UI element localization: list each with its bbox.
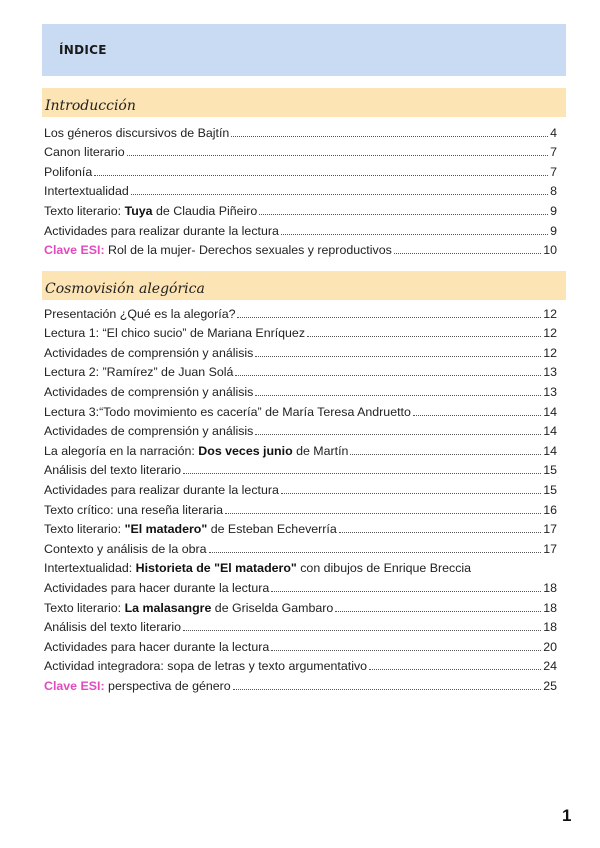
toc-entry-text: perspectiva de género xyxy=(104,678,231,693)
toc-entry-title xyxy=(44,542,207,557)
toc-entry-title xyxy=(44,503,223,518)
toc-entry-author: con dibujos de Enrique Breccia xyxy=(296,561,472,576)
toc-entry[interactable] xyxy=(44,655,557,675)
dot-leader xyxy=(131,194,548,195)
toc-entry-text: Actividades de comprensión y análisis xyxy=(44,384,254,399)
dot-leader xyxy=(237,317,541,318)
toc-entry[interactable] xyxy=(44,121,557,141)
dot-leader xyxy=(339,532,541,533)
toc-entry-text: Actividades para hacer durante la lectura xyxy=(44,639,270,654)
dot-leader xyxy=(413,415,541,416)
toc-entry-text: Canon literario xyxy=(44,145,125,160)
toc-entry[interactable] xyxy=(44,160,557,180)
toc-entry[interactable] xyxy=(44,199,557,219)
toc-entry-title xyxy=(44,424,253,439)
toc-entry-text: Lectura 2: ”Ramírez” de Juan Solá xyxy=(44,365,234,380)
toc-page-number: 15 xyxy=(543,463,557,478)
toc-page-number: 16 xyxy=(543,502,557,517)
toc-page-number: 13 xyxy=(543,384,557,399)
toc-entry-text: Rol de la mujer- Derechos sexuales y reproductivos xyxy=(104,243,392,258)
work-title: Historieta de "El matadero" xyxy=(135,561,297,576)
dot-leader xyxy=(235,375,541,376)
toc-entry-title xyxy=(44,365,233,380)
page-number: 1 xyxy=(562,806,572,825)
dot-leader xyxy=(225,513,541,514)
toc-entry[interactable] xyxy=(44,576,557,596)
toc-page-number: 17 xyxy=(543,541,557,556)
toc-entry-title xyxy=(44,561,471,576)
toc-entry-title xyxy=(44,385,253,400)
toc-entry[interactable] xyxy=(44,616,557,636)
toc-entry-text: Actividades para realizar durante la lectura xyxy=(44,482,279,497)
toc-entry-author: de Martín xyxy=(292,443,349,458)
toc-entry-title xyxy=(44,522,337,537)
dot-leader xyxy=(259,214,548,215)
toc-entry[interactable] xyxy=(44,537,557,557)
index-header xyxy=(42,24,566,76)
toc-entry-title xyxy=(44,444,348,459)
dot-leader xyxy=(231,136,548,137)
toc-page-number: 12 xyxy=(543,326,557,341)
toc-entry-text: Texto literario: xyxy=(44,600,125,615)
toc-entry-title xyxy=(44,463,181,478)
toc-entry-author: de Griselda Gambaro xyxy=(211,600,334,615)
toc-entry[interactable] xyxy=(44,518,557,538)
dot-leader xyxy=(350,454,541,455)
toc-page-number: 12 xyxy=(543,345,557,360)
dot-leader xyxy=(255,434,541,435)
toc-entry-text: Actividades de comprensión y análisis xyxy=(44,424,254,439)
toc-entry-author: de Claudia Piñeiro xyxy=(152,203,258,218)
toc-entry-title xyxy=(44,601,333,616)
toc-entry-text: Actividad integradora: sopa de letras y texto argumentativo xyxy=(44,659,368,674)
toc-entry-author: de Esteban Echeverría xyxy=(207,522,337,537)
toc-entry[interactable] xyxy=(44,498,557,518)
toc-entry-text: Intertextualidad xyxy=(44,184,129,199)
toc-entry-title xyxy=(44,307,235,322)
toc-entry[interactable] xyxy=(44,141,557,161)
toc-entry-title xyxy=(44,346,253,361)
toc-page-number: 20 xyxy=(543,639,557,654)
toc-entry-title xyxy=(44,581,269,596)
toc-entry[interactable] xyxy=(44,239,557,259)
toc-entry-title xyxy=(44,126,229,141)
toc-entry[interactable] xyxy=(44,361,557,381)
toc-entry[interactable] xyxy=(44,420,557,440)
toc-entry[interactable] xyxy=(44,478,557,498)
toc-entry[interactable] xyxy=(44,674,557,694)
toc-entry-text: Lectura 3:“Todo movimiento es cacería” de María Teresa Andruetto xyxy=(44,404,411,419)
section-heading-cosmovision xyxy=(42,271,566,300)
toc-entry[interactable] xyxy=(44,341,557,361)
work-title: Dos veces junio xyxy=(198,443,293,458)
dot-leader xyxy=(307,336,541,337)
toc-list-cosmovision xyxy=(44,302,557,694)
toc-page-number: 17 xyxy=(543,522,557,537)
toc-entry-title xyxy=(44,620,181,635)
toc-entry-text: Contexto y análisis de la obra xyxy=(44,541,207,556)
toc-entry-text: Análisis del texto literario xyxy=(44,463,182,478)
dot-leader xyxy=(183,630,541,631)
toc-page-number: 8 xyxy=(550,184,557,199)
toc-entry-text: Texto crítico: una reseña literaria xyxy=(44,502,224,517)
toc-page-number: 12 xyxy=(543,306,557,321)
toc-page-number: 4 xyxy=(550,125,557,140)
toc-entry-title xyxy=(44,326,305,341)
toc-entry-title xyxy=(44,145,125,160)
dot-leader xyxy=(271,591,541,592)
toc-page-number: 14 xyxy=(543,424,557,439)
toc-entry-text: Actividades para realizar durante la lectura xyxy=(44,223,279,238)
dot-leader xyxy=(281,234,548,235)
toc-entry-title xyxy=(44,165,92,180)
toc-entry[interactable] xyxy=(44,596,557,616)
toc-page-number: 15 xyxy=(543,482,557,497)
toc-page-number: 7 xyxy=(550,164,557,179)
toc-page-number: 18 xyxy=(543,620,557,635)
toc-entry[interactable] xyxy=(44,219,557,239)
dot-leader xyxy=(335,611,541,612)
toc-entry[interactable] xyxy=(44,459,557,479)
toc-entry[interactable] xyxy=(44,557,557,577)
toc-entry[interactable] xyxy=(44,380,557,400)
toc-entry[interactable] xyxy=(44,302,557,322)
section-title: Introducción xyxy=(45,98,136,114)
dot-leader xyxy=(394,253,541,254)
toc-entry[interactable] xyxy=(44,400,557,420)
dot-leader xyxy=(369,669,541,670)
toc-entry-text: Texto literario: xyxy=(44,522,125,537)
toc-entry[interactable] xyxy=(44,439,557,459)
toc-entry-title xyxy=(44,224,279,239)
toc-list-introduccion xyxy=(44,121,557,258)
toc-entry-text: Intertextualidad: xyxy=(44,561,136,576)
toc-entry-title xyxy=(44,243,392,258)
toc-entry-title xyxy=(44,405,411,420)
work-title: "El matadero" xyxy=(124,522,208,537)
toc-entry-text: Texto literario: xyxy=(44,203,125,218)
dot-leader xyxy=(271,650,541,651)
toc-entry-title xyxy=(44,679,231,694)
toc-entry-title xyxy=(44,184,129,199)
toc-entry-text: Análisis del texto literario xyxy=(44,620,182,635)
toc-page-number: 14 xyxy=(543,443,557,458)
toc-page-number: 7 xyxy=(550,145,557,160)
toc-entry-text: Polifonía xyxy=(44,164,93,179)
clave-esi-label: Clave ESI: xyxy=(44,678,105,693)
dot-leader xyxy=(209,552,542,553)
toc-entry-text: Actividades para hacer durante la lectura xyxy=(44,580,270,595)
toc-entry-text: Los géneros discursivos de Bajtín xyxy=(44,125,230,140)
toc-page-number: 10 xyxy=(543,243,557,258)
work-title: La malasangre xyxy=(124,600,212,615)
dot-leader xyxy=(233,689,542,690)
clave-esi-label: Clave ESI: xyxy=(44,243,105,258)
index-title: ÍNDICE xyxy=(59,43,107,57)
dot-leader xyxy=(255,356,541,357)
dot-leader xyxy=(94,175,548,176)
dot-leader xyxy=(281,493,541,494)
dot-leader xyxy=(183,473,541,474)
toc-entry[interactable] xyxy=(44,180,557,200)
toc-entry-title xyxy=(44,483,279,498)
toc-page-number: 13 xyxy=(543,365,557,380)
work-title: Tuya xyxy=(124,203,153,218)
toc-entry-title xyxy=(44,640,269,655)
toc-entry-title xyxy=(44,659,367,674)
dot-leader xyxy=(127,155,549,156)
toc-page-number: 18 xyxy=(543,600,557,615)
toc-page-number: 25 xyxy=(543,678,557,693)
toc-entry-text: Actividades de comprensión y análisis xyxy=(44,345,254,360)
dot-leader xyxy=(255,395,541,396)
toc-entry-text: Presentación ¿Qué es la alegoría? xyxy=(44,306,236,321)
toc-entry-title xyxy=(44,204,257,219)
toc-page-number: 9 xyxy=(550,223,557,238)
toc-page-number: 24 xyxy=(543,659,557,674)
toc-entry[interactable] xyxy=(44,635,557,655)
toc-page-number: 18 xyxy=(543,580,557,595)
toc-page-number: 9 xyxy=(550,203,557,218)
toc-entry-text: Lectura 1: “El chico sucio” de Mariana Enríquez xyxy=(44,326,306,341)
toc-page-number: 14 xyxy=(543,404,557,419)
toc-entry[interactable] xyxy=(44,322,557,342)
toc-entry-text: La alegoría en la narración: xyxy=(44,443,199,458)
section-heading-introduccion xyxy=(42,88,566,117)
section-title: Cosmovisión alegórica xyxy=(45,281,205,297)
